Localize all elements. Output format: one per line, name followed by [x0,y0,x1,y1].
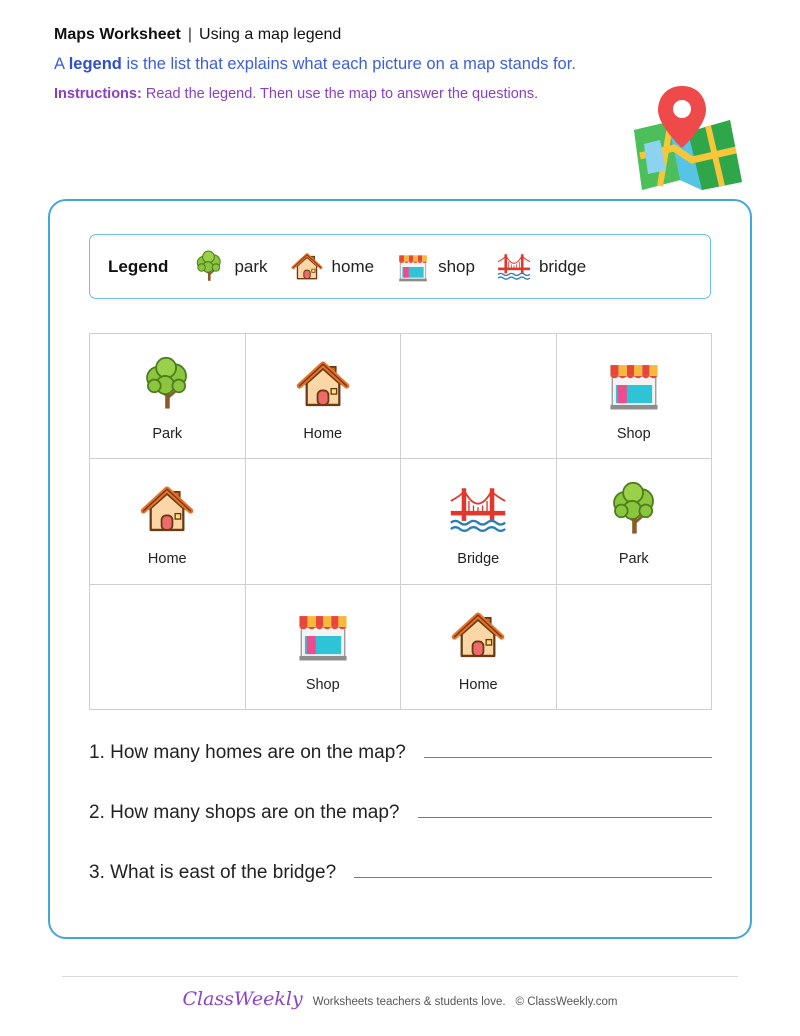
bridge-icon [497,250,531,284]
legend-item-shop [396,250,475,284]
brand-logo: ClassWeekly [182,988,303,1010]
tree-icon [138,356,196,414]
instructions-label: Instructions: [54,86,142,102]
map-cell [401,585,557,710]
footer-divider [62,976,738,977]
question-text: 2. How many shops are on the map? [89,802,400,823]
legend-item-label: bridge [538,256,587,276]
intro-prefix: A [54,55,65,73]
map-grid [89,333,712,710]
instructions [54,86,594,102]
legend-item-label: shop [438,256,475,276]
intro-rest: is the list that explains what each picture on a map stands for. [126,55,576,73]
map-cell-label: Home [458,676,498,693]
map-cell-label: Bridge [457,551,500,568]
house-icon [138,481,196,539]
worksheet-title [54,26,594,44]
map-cell [90,334,246,459]
house-icon [449,607,507,665]
map-cell [557,334,713,459]
question-3 [89,862,712,884]
legend-item-label: park [234,256,268,276]
worksheet-header [54,26,594,102]
map-cell [246,334,402,459]
map-cell-empty [246,459,402,584]
map-cell-empty [401,334,557,459]
worksheet-title-main: Maps Worksheet [54,26,181,43]
footer-copyright: © ClassWeekly.com [515,996,618,1008]
legend-title: Legend [108,256,169,276]
page-footer [0,988,800,1010]
instructions-text: Read the legend. Then use the map to answer the questions. [145,86,539,102]
map-cell-empty [557,585,713,710]
map-cell-label: Home [303,426,343,442]
map-cell [401,459,557,584]
legend-item-bridge [497,250,586,284]
folded-map-pin-icon [630,86,746,190]
map-cell [557,459,713,584]
footer-tagline: Worksheets teachers & students love. [312,996,506,1008]
shop-icon [605,356,663,414]
map-cell-label: Home [147,551,187,568]
intro-term: legend [68,55,122,73]
map-cell [246,585,402,710]
bridge-icon [449,481,507,539]
shop-icon [294,607,352,665]
answer-line[interactable] [424,757,712,758]
tree-icon [605,481,663,539]
question-text: 3. What is east of the bridge? [89,862,337,883]
house-icon [294,356,352,414]
title-separator: | [187,26,193,43]
shop-icon [396,250,430,284]
worksheet-title-topic: Using a map legend [199,26,342,43]
legend-item-label: home [331,256,375,276]
answer-line[interactable] [418,817,712,818]
answer-line[interactable] [354,877,712,878]
map-cell-label: Park [152,426,183,442]
map-legend [89,234,711,299]
map-cell-label: Park [618,551,649,568]
question-1 [89,742,712,764]
map-cell-label: Shop [305,676,340,693]
house-icon [290,250,324,284]
map-cell [90,459,246,584]
legend-item-home [290,250,375,284]
map-cell-label: Shop [616,426,651,442]
question-text: 1. How many homes are on the map? [89,742,406,763]
question-2 [89,802,712,824]
legend-item-park [192,250,267,284]
tree-icon [192,250,226,284]
intro-definition [54,52,594,77]
map-cell-empty [90,585,246,710]
